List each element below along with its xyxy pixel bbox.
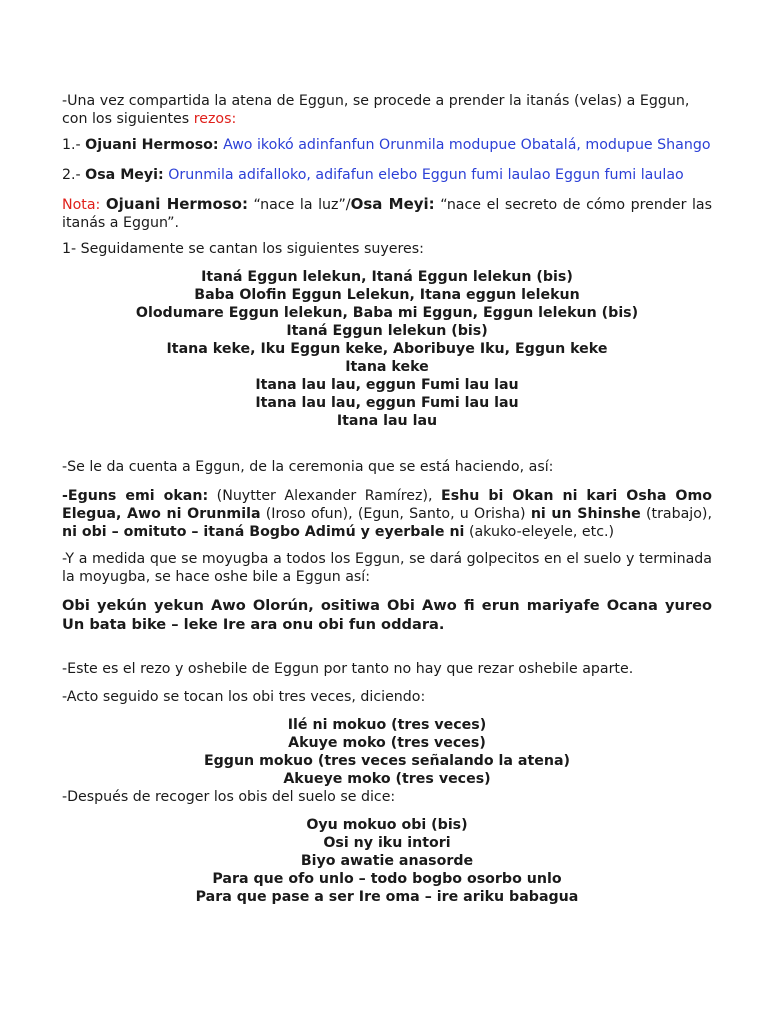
nota-paragraph xyxy=(62,195,712,232)
obi-line: Eggun mokuo (tres veces señalando la atena) xyxy=(203,753,571,769)
moyugba-a: -Eguns emi okan: xyxy=(62,488,209,504)
suyere-line: Itana keke xyxy=(345,359,429,375)
intro-paragraph xyxy=(62,92,712,128)
moyugba-g: ni obi – omituto – itaná Bogbo Adimú y eyerbale ni xyxy=(62,524,465,540)
final-block xyxy=(62,816,712,906)
final-line: Biyo awatie anasorde xyxy=(300,853,474,869)
rezo-2-number: 2.- xyxy=(62,167,86,183)
moyugba-b: (Nuytter Alexander Ramírez), xyxy=(208,488,442,504)
rezo-1-text: Awo ikokó adinfanfun Orunmila modupue Obatalá, modupue Shango xyxy=(218,137,711,153)
obi-intro: -Acto seguido se tocan los obi tres veces, diciendo: xyxy=(62,689,426,705)
rezo-1-name: Ojuani Hermoso: xyxy=(85,137,219,153)
intro-text: -Una vez compartida la atena de Eggun, se procede a prender la itanás (velas) a Eggun, con los siguientes xyxy=(62,93,690,127)
obi-line: Ilé ni mokuo (tres veces) xyxy=(287,717,487,733)
final-line: Para que ofo unlo – todo bogbo osorbo unlo xyxy=(212,871,562,887)
suyere-line: Olodumare Eggun lelekun, Baba mi Eggun, Eggun lelekun (bis) xyxy=(135,305,639,321)
final-line: Oyu mokuo obi (bis) xyxy=(306,817,468,833)
final-line: Osi ny iku intori xyxy=(323,835,451,851)
moyugba-d: (Iroso ofun), (Egun, Santo, u Orisha) xyxy=(260,506,531,522)
suyere-line: Itana keke, Iku Eggun keke, Aboribuye Iku, Eggun keke xyxy=(166,341,608,357)
moyugba-h: (akuko-eleyele, etc.) xyxy=(464,524,615,540)
nota-text-2: “nace el secreto de cómo prender las itanás a Eggun”. xyxy=(62,197,713,231)
moyugba-c: Eshu bi Okan ni kari Osha Omo Elegua, Awo ni Orunmila xyxy=(62,488,713,522)
rezos-label: rezos: xyxy=(193,111,237,127)
suyere-line: Itana lau lau xyxy=(336,413,438,429)
nota-name-1: Ojuani Hermoso: xyxy=(105,195,248,213)
nota-name-2: Osa Meyi: xyxy=(350,195,435,213)
moyugba-paragraph xyxy=(62,487,712,541)
obi-line: Akuye moko (tres veces) xyxy=(288,735,486,751)
golpecitos-paragraph: -Y a medida que se moyugba a todos los Eggun, se dará golpecitos en el suelo y terminada la moyugba, se hace oshe bile a Eggun así: xyxy=(62,551,712,585)
suyeres-intro: 1- Seguidamente se cantan los siguientes suyeres: xyxy=(62,241,424,257)
oshebile-rezo: Obi yekún yekun Awo Olorún, ositiwa Obi Awo fi erun mariyafe Ocana yureo Un bata bike – leke Ire ara onu obi fun oddara. xyxy=(62,597,712,633)
suyere-line: Baba Olofin Eggun Lelekun, Itana eggun lelekun xyxy=(194,287,580,303)
rezo-2-name: Osa Meyi: xyxy=(85,167,164,183)
obi-block xyxy=(62,716,712,788)
rezo-2-text: Orunmila adifalloko, adifafun elebo Eggun fumi laulao Eggun fumi laulao xyxy=(163,167,684,183)
nota-text-1: “nace la luz”/ xyxy=(247,197,351,213)
suyere-line: Itana lau lau, eggun Fumi lau lau xyxy=(255,395,519,411)
suyere-line: Itana lau lau, eggun Fumi lau lau xyxy=(255,377,519,393)
recoger-intro: -Después de recoger los obis del suelo se dice: xyxy=(62,789,396,805)
rezo-1-line xyxy=(62,136,712,154)
nota-label: Nota: xyxy=(62,197,101,213)
suyere-line: Itaná Eggun lelekun (bis) xyxy=(286,323,488,339)
moyugba-e: ni un Shinshe xyxy=(530,506,641,522)
rezo-2-line xyxy=(62,166,712,184)
suyere-line: Itaná Eggun lelekun, Itaná Eggun lelekun (bis) xyxy=(201,269,573,285)
obi-line: Akueye moko (tres veces) xyxy=(283,771,491,787)
ceremonia-intro: -Se le da cuenta a Eggun, de la ceremonia que se está haciendo, así: xyxy=(62,459,554,475)
suyeres-block xyxy=(62,268,712,430)
moyugba-f: (trabajo), xyxy=(640,506,712,522)
rezo-1-number: 1.- xyxy=(62,137,86,153)
oshebile-note: -Este es el rezo y oshebile de Eggun por tanto no hay que rezar oshebile aparte. xyxy=(62,661,634,677)
final-line: Para que pase a ser Ire oma – ire ariku babagua xyxy=(195,889,579,905)
